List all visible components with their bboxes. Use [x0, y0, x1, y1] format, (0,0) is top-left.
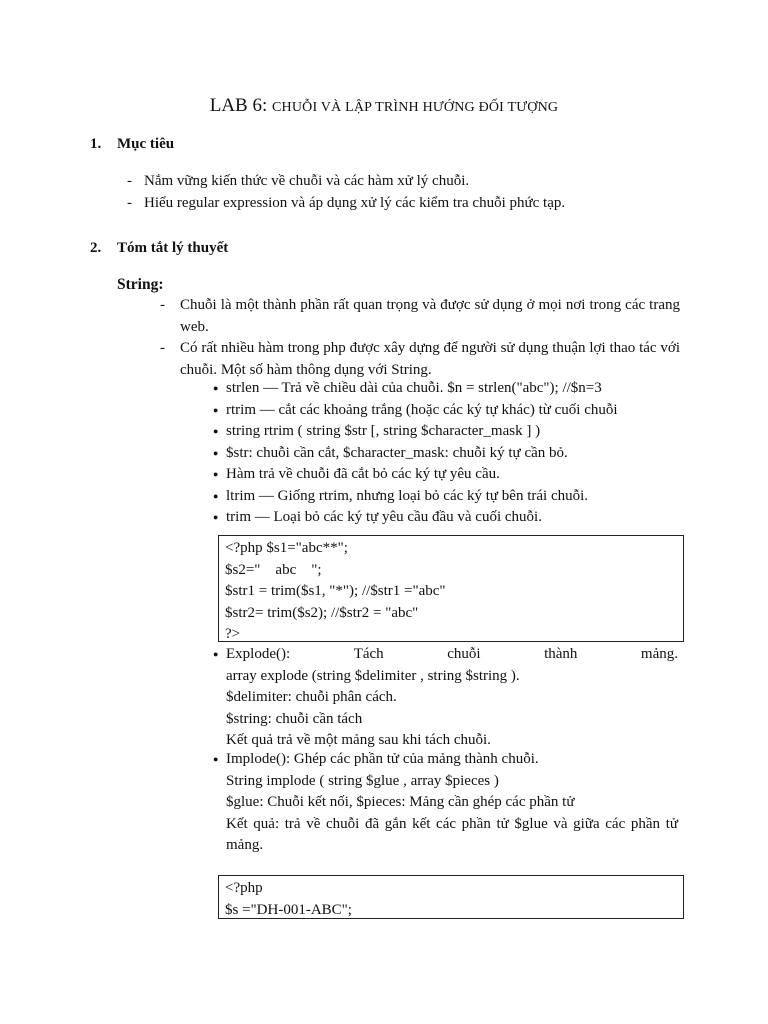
code-line: $s2=" abc "; — [225, 561, 322, 578]
explode-word: mảng. — [640, 646, 678, 662]
code-box-explode — [218, 875, 684, 919]
string-paragraph: - Chuỗi là một thành phần rất quan trọng và được sử dụng ở mọi nơi trong các trang web. — [160, 295, 680, 338]
function-bullet: ● ltrim — Giống rtrim, nhưng loại bỏ các ký tự bên trái chuỗi. — [213, 486, 678, 508]
code-line: $str1 = trim($s1, "*"); //$str1 ="abc" — [225, 583, 446, 599]
implode-line: String implode ( string $glue , array $pieces ) — [226, 772, 499, 789]
implode-heading: ● Implode(): Ghép các phần tử của mảng thành chuỗi. — [213, 749, 678, 771]
explode-block — [213, 644, 678, 752]
code-box-trim — [218, 535, 684, 642]
objectives-list — [127, 171, 687, 214]
explode-line: array explode (string $delimiter , string $string ). — [226, 667, 520, 684]
implode-line: Kết quả: trả về chuỗi đã gắn kết các phần tử $glue và giữa các phần tử mảng. — [226, 815, 678, 853]
implode-block — [213, 749, 678, 857]
title-prefix: LAB 6: — [209, 95, 273, 116]
title-rest: CHUỖI VÀ LẬP TRÌNH HƯỚNG ĐỐI TƯỢNG — [272, 100, 559, 115]
objective-item: - Nắm vững kiến thức về chuỗi và các hàm xử lý chuỗi. — [127, 171, 687, 193]
function-bullet: ● strlen — Trả về chiều dài của chuỗi. $n = strlen("abc"); //$n=3 — [213, 378, 678, 400]
explode-line: $string: chuỗi cần tách — [226, 710, 363, 727]
code-line: $str2= trim($s2); //$str2 = "abc" — [225, 604, 419, 621]
function-bullet: ● $str: chuỗi cần cắt, $character_mask: chuỗi ký tự cần bỏ. — [213, 443, 678, 465]
section-1-number: 1. — [90, 136, 102, 152]
explode-word: chuỗi — [447, 646, 481, 662]
explode-word: ● Explode(): — [226, 646, 291, 662]
function-bullet: ● string rtrim ( string $str [, string $character_mask ] ) — [213, 421, 678, 443]
string-paragraph: - Có rất nhiều hàm trong php được xây dựng để người sử dụng thuận lợi thao tác với chuỗi. Một số hàm thông dụng với String. — [160, 338, 680, 381]
code-line: <?php — [225, 880, 263, 896]
document-title — [0, 93, 768, 121]
explode-line: $delimiter: chuỗi phân cách. — [226, 689, 397, 705]
string-subheading: String: — [117, 276, 164, 293]
explode-line: Kết quả trả về một mảng sau khi tách chuỗi. — [226, 732, 491, 748]
implode-line: $glue: Chuỗi kết nối, $pieces: Mảng cần ghép các phần tử — [226, 794, 575, 810]
function-bullet: ● trim — Loại bỏ các ký tự yêu cầu đầu và cuối chuỗi. — [213, 507, 678, 529]
function-bullet: ● Hàm trả về chuỗi đã cắt bỏ các ký tự yêu cầu. — [213, 464, 678, 486]
string-functions-list — [213, 378, 678, 529]
explode-word: thành — [544, 646, 578, 662]
section-2-heading — [90, 238, 228, 260]
section-2-title: Tóm tắt lý thuyết — [117, 240, 229, 256]
section-1-heading — [90, 134, 174, 156]
code-line: <?php $s1="abc**"; — [225, 540, 348, 556]
function-bullet: ● rtrim — cắt các khoảng trắng (hoặc các ký tự khác) từ cuối chuỗi — [213, 400, 678, 422]
code-line: $s ="DH-001-ABC"; — [225, 901, 352, 918]
explode-heading — [213, 644, 678, 666]
section-2-number: 2. — [90, 240, 102, 256]
section-1-title: Mục tiêu — [117, 136, 175, 152]
objective-item: - Hiểu regular expression và áp dụng xử lý các kiểm tra chuỗi phức tạp. — [127, 193, 687, 215]
explode-word: Tách — [353, 646, 384, 662]
string-paragraphs — [160, 295, 680, 381]
code-line: ?> — [225, 626, 241, 642]
